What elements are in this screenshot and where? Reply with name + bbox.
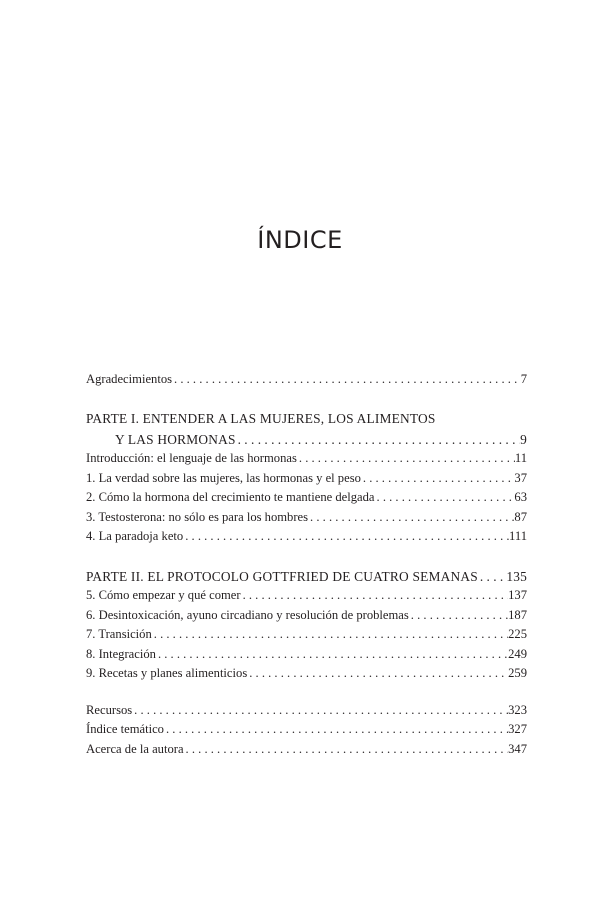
- toc-entry: [86, 471, 527, 491]
- toc-entry-page: 327: [508, 722, 527, 736]
- dot-leader: [152, 627, 508, 642]
- toc-entry: [86, 451, 527, 471]
- toc-entry-label: 4. La paradoja keto: [86, 529, 184, 543]
- page-title: ÍNDICE: [257, 226, 343, 254]
- toc-entry-label: 9. Recetas y planes alimenticios: [86, 666, 248, 680]
- toc-entry: [86, 490, 527, 510]
- dot-leader: [297, 451, 515, 466]
- part-heading-page: 9: [520, 431, 527, 447]
- toc-entry-page: 347: [508, 741, 527, 756]
- dot-leader: [184, 742, 509, 757]
- toc-entry-label: Introducción: el lenguaje de las hormonas: [86, 451, 297, 465]
- toc-entry: [86, 666, 527, 686]
- part-2-heading: [86, 569, 527, 589]
- table-of-contents: [86, 372, 527, 761]
- toc-entry-page: 259: [508, 666, 527, 680]
- toc-entry-label: 2. Cómo la hormona del crecimiento te mantiene delgada: [86, 490, 375, 504]
- toc-entry-page: 87: [514, 509, 527, 524]
- dot-leader: [375, 490, 515, 505]
- toc-entry: [86, 510, 527, 530]
- toc-entry-page: 37: [514, 470, 527, 485]
- dot-leader: [478, 569, 506, 585]
- toc-entry-indice-tematico: [86, 722, 527, 742]
- toc-entry-page: 187: [508, 607, 527, 622]
- toc-entry-agradecimientos: [86, 372, 527, 392]
- toc-entry-page: 225: [508, 627, 527, 641]
- toc-entry-label: Agradecimientos: [86, 372, 173, 386]
- dot-leader: [164, 722, 508, 737]
- toc-entry: [86, 608, 527, 628]
- dot-leader: [409, 608, 508, 623]
- dot-leader: [236, 432, 520, 448]
- toc-entry: [86, 529, 527, 549]
- dot-leader: [172, 372, 521, 387]
- toc-entry-page: 323: [508, 702, 527, 717]
- toc-entry-acerca-de-la-autora: [86, 742, 527, 762]
- toc-entry-page: 249: [508, 646, 527, 661]
- toc-entry: [86, 647, 527, 667]
- part-heading-label: PARTE II. EL PROTOCOLO GOTTFRIED DE CUATRO SEMANAS: [86, 568, 478, 584]
- toc-entry-label: 3. Testosterona: no sólo es para los hombres: [86, 509, 309, 524]
- dot-leader: [183, 529, 509, 544]
- toc-entry-label: 1. La verdad sobre las mujeres, las hormonas y el peso: [86, 470, 361, 485]
- part-1-heading-line-2: [86, 432, 527, 452]
- toc-entry-page: 11: [514, 451, 527, 465]
- toc-entry: [86, 588, 527, 608]
- toc-entry-label: 5. Cómo empezar y qué comer: [86, 588, 241, 602]
- dot-leader: [308, 510, 514, 525]
- toc-entry-page: 63: [514, 490, 527, 504]
- toc-entry-page: 7: [520, 372, 527, 386]
- part-heading-page: 135: [506, 568, 527, 584]
- toc-entry: [86, 627, 527, 647]
- toc-entry-label: Acerca de la autora: [86, 741, 184, 756]
- part-heading-label: Y LAS HORMONAS: [115, 431, 236, 447]
- dot-leader: [247, 666, 508, 681]
- toc-entry-recursos: [86, 703, 527, 723]
- dot-leader: [361, 471, 515, 486]
- part-1-heading-line-1: PARTE I. ENTENDER A LAS MUJERES, LOS ALIMENTOS: [86, 410, 436, 426]
- toc-entry-label: 6. Desintoxicación, ayuno circadiano y resolución de problemas: [86, 607, 409, 622]
- dot-leader: [156, 647, 508, 662]
- dot-leader: [132, 703, 508, 718]
- toc-entry-label: Recursos: [86, 702, 133, 717]
- toc-entry-label: 8. Integración: [86, 646, 156, 661]
- toc-entry-label: 7. Transición: [86, 627, 152, 641]
- toc-entry-label: Índice temático: [86, 722, 164, 736]
- toc-entry-page: 137: [508, 588, 527, 602]
- dot-leader: [241, 588, 509, 603]
- toc-entry-page: 111: [509, 529, 527, 543]
